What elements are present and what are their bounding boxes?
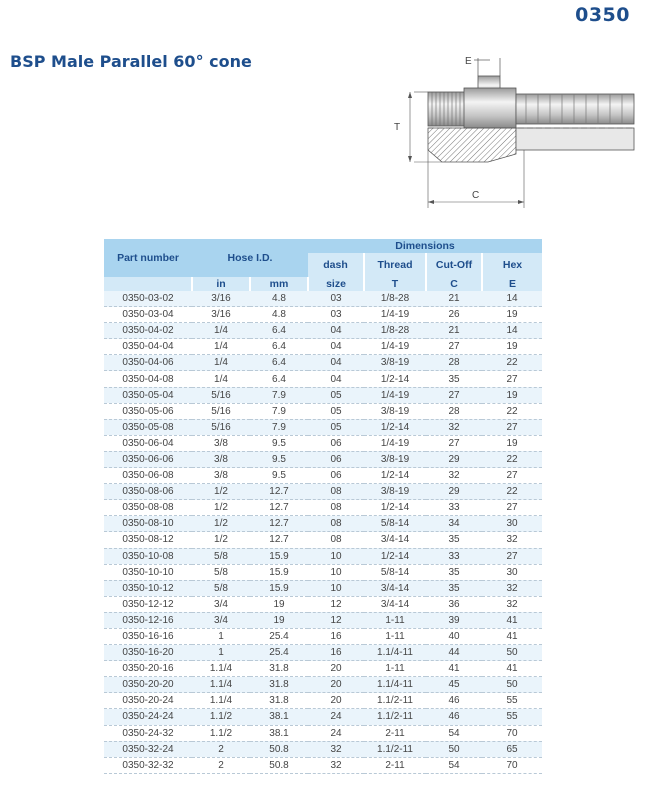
cell-hose-in: 3/16 (192, 291, 250, 307)
cell-dash-size: 08 (308, 484, 364, 500)
cell-hose-mm: 9.5 (250, 435, 308, 451)
cell-hex: 70 (482, 725, 542, 741)
cell-thread: 1.1/4-11 (364, 645, 426, 661)
cell-cutoff: 35 (426, 564, 482, 580)
table-row (104, 580, 542, 596)
table-row (104, 516, 542, 532)
cell-dash-size: 05 (308, 403, 364, 419)
cell-dash-size: 20 (308, 661, 364, 677)
label-e: E (465, 56, 472, 67)
cell-dash-size: 12 (308, 596, 364, 612)
cell-cutoff: 34 (426, 516, 482, 532)
product-title: BSP Male Parallel 60° cone (10, 52, 252, 71)
table-row (104, 612, 542, 628)
cell-hose-mm: 6.4 (250, 371, 308, 387)
cell-hose-in: 1 (192, 645, 250, 661)
cell-hose-in: 3/8 (192, 468, 250, 484)
cell-hex: 70 (482, 757, 542, 773)
cell-hex: 65 (482, 741, 542, 757)
cell-hex: 22 (482, 484, 542, 500)
header-dash: dash (308, 253, 364, 277)
header-hose-id: Hose I.D. (192, 239, 308, 277)
header-size: size (308, 277, 364, 291)
cell-cutoff: 21 (426, 291, 482, 307)
cell-hose-in: 1/4 (192, 355, 250, 371)
cell-thread: 1/2-14 (364, 371, 426, 387)
cell-thread: 1.1/4-11 (364, 677, 426, 693)
cell-cutoff: 28 (426, 355, 482, 371)
cell-part-number: 0350-32-24 (104, 741, 192, 757)
table-row (104, 564, 542, 580)
cell-thread: 1/4-19 (364, 339, 426, 355)
cell-dash-size: 24 (308, 709, 364, 725)
table-row (104, 661, 542, 677)
cell-hex: 50 (482, 645, 542, 661)
table-row (104, 645, 542, 661)
cell-thread: 1-11 (364, 628, 426, 644)
cell-dash-size: 05 (308, 419, 364, 435)
cell-hex: 32 (482, 580, 542, 596)
product-code: 0350 (575, 4, 630, 26)
cell-part-number: 0350-12-12 (104, 596, 192, 612)
cell-hex: 22 (482, 355, 542, 371)
cell-cutoff: 46 (426, 709, 482, 725)
cell-hex: 19 (482, 435, 542, 451)
cell-part-number: 0350-03-04 (104, 307, 192, 323)
cell-part-number: 0350-16-20 (104, 645, 192, 661)
cell-cutoff: 35 (426, 532, 482, 548)
cell-part-number: 0350-06-06 (104, 451, 192, 467)
cell-hex: 30 (482, 564, 542, 580)
cell-dash-size: 04 (308, 323, 364, 339)
cell-part-number: 0350-04-04 (104, 339, 192, 355)
cell-hose-in: 5/16 (192, 387, 250, 403)
cell-thread: 1-11 (364, 661, 426, 677)
cell-cutoff: 27 (426, 387, 482, 403)
cell-thread: 1/4-19 (364, 307, 426, 323)
cell-thread: 3/4-14 (364, 596, 426, 612)
table-row (104, 323, 542, 339)
header-t: T (364, 277, 426, 291)
cell-part-number: 0350-08-06 (104, 484, 192, 500)
table-body (104, 291, 542, 773)
cell-dash-size: 08 (308, 516, 364, 532)
cell-cutoff: 50 (426, 741, 482, 757)
cell-hose-mm: 9.5 (250, 451, 308, 467)
cell-dash-size: 16 (308, 628, 364, 644)
cell-hose-mm: 4.8 (250, 291, 308, 307)
cell-cutoff: 40 (426, 628, 482, 644)
cell-thread: 2-11 (364, 757, 426, 773)
cell-hose-in: 1.1/4 (192, 677, 250, 693)
cell-part-number: 0350-20-16 (104, 661, 192, 677)
cell-dash-size: 08 (308, 532, 364, 548)
cell-cutoff: 45 (426, 677, 482, 693)
cell-dash-size: 06 (308, 468, 364, 484)
cell-part-number: 0350-06-08 (104, 468, 192, 484)
table-row (104, 725, 542, 741)
cell-part-number: 0350-04-06 (104, 355, 192, 371)
header-hex: Hex (482, 253, 542, 277)
table-row (104, 468, 542, 484)
cell-hose-in: 1 (192, 628, 250, 644)
cell-part-number: 0350-08-10 (104, 516, 192, 532)
fitting-drawing (392, 50, 642, 210)
cell-hex: 55 (482, 693, 542, 709)
cell-dash-size: 32 (308, 757, 364, 773)
cell-part-number: 0350-20-20 (104, 677, 192, 693)
table-row (104, 451, 542, 467)
cell-part-number: 0350-10-12 (104, 580, 192, 596)
cell-hose-mm: 6.4 (250, 339, 308, 355)
cell-thread: 3/8-19 (364, 355, 426, 371)
cell-hex: 30 (482, 516, 542, 532)
cell-hex: 22 (482, 451, 542, 467)
cell-hose-mm: 9.5 (250, 468, 308, 484)
cell-dash-size: 06 (308, 451, 364, 467)
cell-hex: 41 (482, 628, 542, 644)
cell-cutoff: 36 (426, 596, 482, 612)
cell-part-number: 0350-08-12 (104, 532, 192, 548)
specification-table (104, 239, 542, 774)
cell-dash-size: 03 (308, 291, 364, 307)
cell-cutoff: 33 (426, 500, 482, 516)
cell-cutoff: 35 (426, 580, 482, 596)
cell-cutoff: 28 (426, 403, 482, 419)
cell-hose-in: 1.1/2 (192, 709, 250, 725)
cell-cutoff: 33 (426, 548, 482, 564)
table-row (104, 532, 542, 548)
table-row (104, 596, 542, 612)
cell-hose-in: 3/8 (192, 435, 250, 451)
cell-part-number: 0350-03-02 (104, 291, 192, 307)
cell-thread: 1/8-28 (364, 323, 426, 339)
cell-thread: 1/2-14 (364, 419, 426, 435)
cell-dash-size: 20 (308, 677, 364, 693)
cell-hex: 27 (482, 371, 542, 387)
header-cutoff: Cut-Off (426, 253, 482, 277)
cell-hex: 32 (482, 596, 542, 612)
cell-cutoff: 32 (426, 468, 482, 484)
cell-hose-in: 1/4 (192, 339, 250, 355)
table-row (104, 419, 542, 435)
table-row (104, 628, 542, 644)
header-part-number: Part number (104, 239, 192, 277)
cell-hose-in: 2 (192, 741, 250, 757)
cell-dash-size: 20 (308, 693, 364, 709)
cell-hex: 32 (482, 532, 542, 548)
cell-hose-mm: 12.7 (250, 532, 308, 548)
cell-cutoff: 29 (426, 484, 482, 500)
cell-cutoff: 32 (426, 419, 482, 435)
cell-dash-size: 03 (308, 307, 364, 323)
cell-hose-in: 1/4 (192, 323, 250, 339)
cell-hose-mm: 6.4 (250, 355, 308, 371)
cell-thread: 5/8-14 (364, 564, 426, 580)
table-row (104, 339, 542, 355)
cell-hose-in: 5/8 (192, 564, 250, 580)
label-c: C (472, 190, 480, 201)
cell-cutoff: 54 (426, 725, 482, 741)
header-c: C (426, 277, 482, 291)
cell-cutoff: 29 (426, 451, 482, 467)
cell-hose-mm: 15.9 (250, 548, 308, 564)
cell-dash-size: 04 (308, 355, 364, 371)
cell-hex: 19 (482, 339, 542, 355)
cell-hose-mm: 25.4 (250, 645, 308, 661)
cell-hose-mm: 38.1 (250, 709, 308, 725)
label-t: T (394, 122, 401, 133)
cell-hose-in: 3/4 (192, 612, 250, 628)
cell-thread: 2-11 (364, 725, 426, 741)
table-row (104, 435, 542, 451)
cell-hose-in: 1.1/2 (192, 725, 250, 741)
cell-hose-in: 3/16 (192, 307, 250, 323)
header-in: in (192, 277, 250, 291)
cell-hex: 41 (482, 661, 542, 677)
cell-hose-in: 1/2 (192, 532, 250, 548)
cell-hose-mm: 19 (250, 596, 308, 612)
cell-hose-mm: 31.8 (250, 661, 308, 677)
cell-hose-in: 3/4 (192, 596, 250, 612)
cell-dash-size: 24 (308, 725, 364, 741)
cell-hose-in: 3/8 (192, 451, 250, 467)
cell-part-number: 0350-24-24 (104, 709, 192, 725)
cell-hose-in: 5/8 (192, 580, 250, 596)
table-row (104, 500, 542, 516)
cell-hose-mm: 7.9 (250, 387, 308, 403)
cell-hose-in: 1.1/4 (192, 693, 250, 709)
cell-hose-mm: 38.1 (250, 725, 308, 741)
cell-hose-mm: 15.9 (250, 580, 308, 596)
cell-hex: 55 (482, 709, 542, 725)
cell-cutoff: 26 (426, 307, 482, 323)
table-row (104, 403, 542, 419)
header-e: E (482, 277, 542, 291)
table-row (104, 757, 542, 773)
cell-cutoff: 44 (426, 645, 482, 661)
cell-hose-in: 1.1/4 (192, 661, 250, 677)
cell-hose-mm: 31.8 (250, 693, 308, 709)
table-row (104, 371, 542, 387)
cell-thread: 1.1/2-11 (364, 709, 426, 725)
table-row (104, 484, 542, 500)
cell-hose-mm: 6.4 (250, 323, 308, 339)
cell-dash-size: 10 (308, 564, 364, 580)
cell-part-number: 0350-16-16 (104, 628, 192, 644)
cell-hex: 27 (482, 548, 542, 564)
cell-hose-in: 5/8 (192, 548, 250, 564)
cell-part-number: 0350-05-06 (104, 403, 192, 419)
cell-hose-mm: 12.7 (250, 516, 308, 532)
cell-part-number: 0350-04-02 (104, 323, 192, 339)
cell-hex: 14 (482, 323, 542, 339)
cell-cutoff: 27 (426, 435, 482, 451)
cell-hose-mm: 31.8 (250, 677, 308, 693)
cell-dash-size: 12 (308, 612, 364, 628)
cell-dash-size: 05 (308, 387, 364, 403)
cell-thread: 1/2-14 (364, 500, 426, 516)
cell-part-number: 0350-10-10 (104, 564, 192, 580)
cell-thread: 3/8-19 (364, 451, 426, 467)
cell-dash-size: 16 (308, 645, 364, 661)
cell-part-number: 0350-04-08 (104, 371, 192, 387)
cell-hose-mm: 15.9 (250, 564, 308, 580)
cell-hose-mm: 7.9 (250, 419, 308, 435)
cell-part-number: 0350-12-16 (104, 612, 192, 628)
cell-hose-in: 1/2 (192, 500, 250, 516)
cell-hex: 14 (482, 291, 542, 307)
table-row (104, 548, 542, 564)
cell-hex: 22 (482, 403, 542, 419)
cell-part-number: 0350-20-24 (104, 693, 192, 709)
cell-part-number: 0350-32-32 (104, 757, 192, 773)
cell-thread: 3/8-19 (364, 403, 426, 419)
cell-hose-mm: 50.8 (250, 757, 308, 773)
cell-cutoff: 21 (426, 323, 482, 339)
cell-hex: 27 (482, 468, 542, 484)
cell-part-number: 0350-06-04 (104, 435, 192, 451)
table-row (104, 693, 542, 709)
cell-thread: 1/4-19 (364, 387, 426, 403)
header-mm: mm (250, 277, 308, 291)
cell-thread: 1/2-14 (364, 468, 426, 484)
cell-hose-mm: 4.8 (250, 307, 308, 323)
cell-cutoff: 35 (426, 371, 482, 387)
cell-thread: 1-11 (364, 612, 426, 628)
cell-cutoff: 39 (426, 612, 482, 628)
cell-hose-in: 2 (192, 757, 250, 773)
cell-dash-size: 08 (308, 500, 364, 516)
cell-thread: 5/8-14 (364, 516, 426, 532)
cell-hex: 19 (482, 307, 542, 323)
cell-part-number: 0350-24-32 (104, 725, 192, 741)
cell-cutoff: 54 (426, 757, 482, 773)
cell-thread: 1/8-28 (364, 291, 426, 307)
table-row (104, 741, 542, 757)
cell-dash-size: 32 (308, 741, 364, 757)
cell-hose-mm: 12.7 (250, 484, 308, 500)
cell-part-number: 0350-08-08 (104, 500, 192, 516)
cell-hex: 50 (482, 677, 542, 693)
table-row (104, 709, 542, 725)
cell-dash-size: 04 (308, 371, 364, 387)
table-row (104, 291, 542, 307)
cell-hex: 41 (482, 612, 542, 628)
cell-hose-in: 1/4 (192, 371, 250, 387)
table-row (104, 677, 542, 693)
cell-thread: 3/4-14 (364, 580, 426, 596)
cell-cutoff: 46 (426, 693, 482, 709)
cell-hose-mm: 19 (250, 612, 308, 628)
cell-hex: 27 (482, 500, 542, 516)
cell-hex: 27 (482, 419, 542, 435)
cell-hose-in: 5/16 (192, 403, 250, 419)
cell-hose-mm: 12.7 (250, 500, 308, 516)
cell-dash-size: 10 (308, 580, 364, 596)
header-part-blank (104, 277, 192, 291)
cell-thread: 3/4-14 (364, 532, 426, 548)
cell-hose-in: 1/2 (192, 484, 250, 500)
cell-hose-in: 1/2 (192, 516, 250, 532)
cell-thread: 1/4-19 (364, 435, 426, 451)
cell-hose-mm: 50.8 (250, 741, 308, 757)
cell-part-number: 0350-05-08 (104, 419, 192, 435)
table-row (104, 307, 542, 323)
cell-dash-size: 04 (308, 339, 364, 355)
cell-hose-mm: 7.9 (250, 403, 308, 419)
header-thread: Thread (364, 253, 426, 277)
cell-hose-in: 5/16 (192, 419, 250, 435)
cell-hose-mm: 25.4 (250, 628, 308, 644)
table-row (104, 355, 542, 371)
cell-thread: 3/8-19 (364, 484, 426, 500)
cell-dash-size: 06 (308, 435, 364, 451)
cell-cutoff: 41 (426, 661, 482, 677)
cell-part-number: 0350-10-08 (104, 548, 192, 564)
cell-thread: 1/2-14 (364, 548, 426, 564)
cell-thread: 1.1/2-11 (364, 693, 426, 709)
cell-part-number: 0350-05-04 (104, 387, 192, 403)
cell-cutoff: 27 (426, 339, 482, 355)
table-row (104, 387, 542, 403)
cell-hex: 19 (482, 387, 542, 403)
header-dimensions: Dimensions (308, 239, 542, 253)
cell-dash-size: 10 (308, 548, 364, 564)
cell-thread: 1.1/2-11 (364, 741, 426, 757)
